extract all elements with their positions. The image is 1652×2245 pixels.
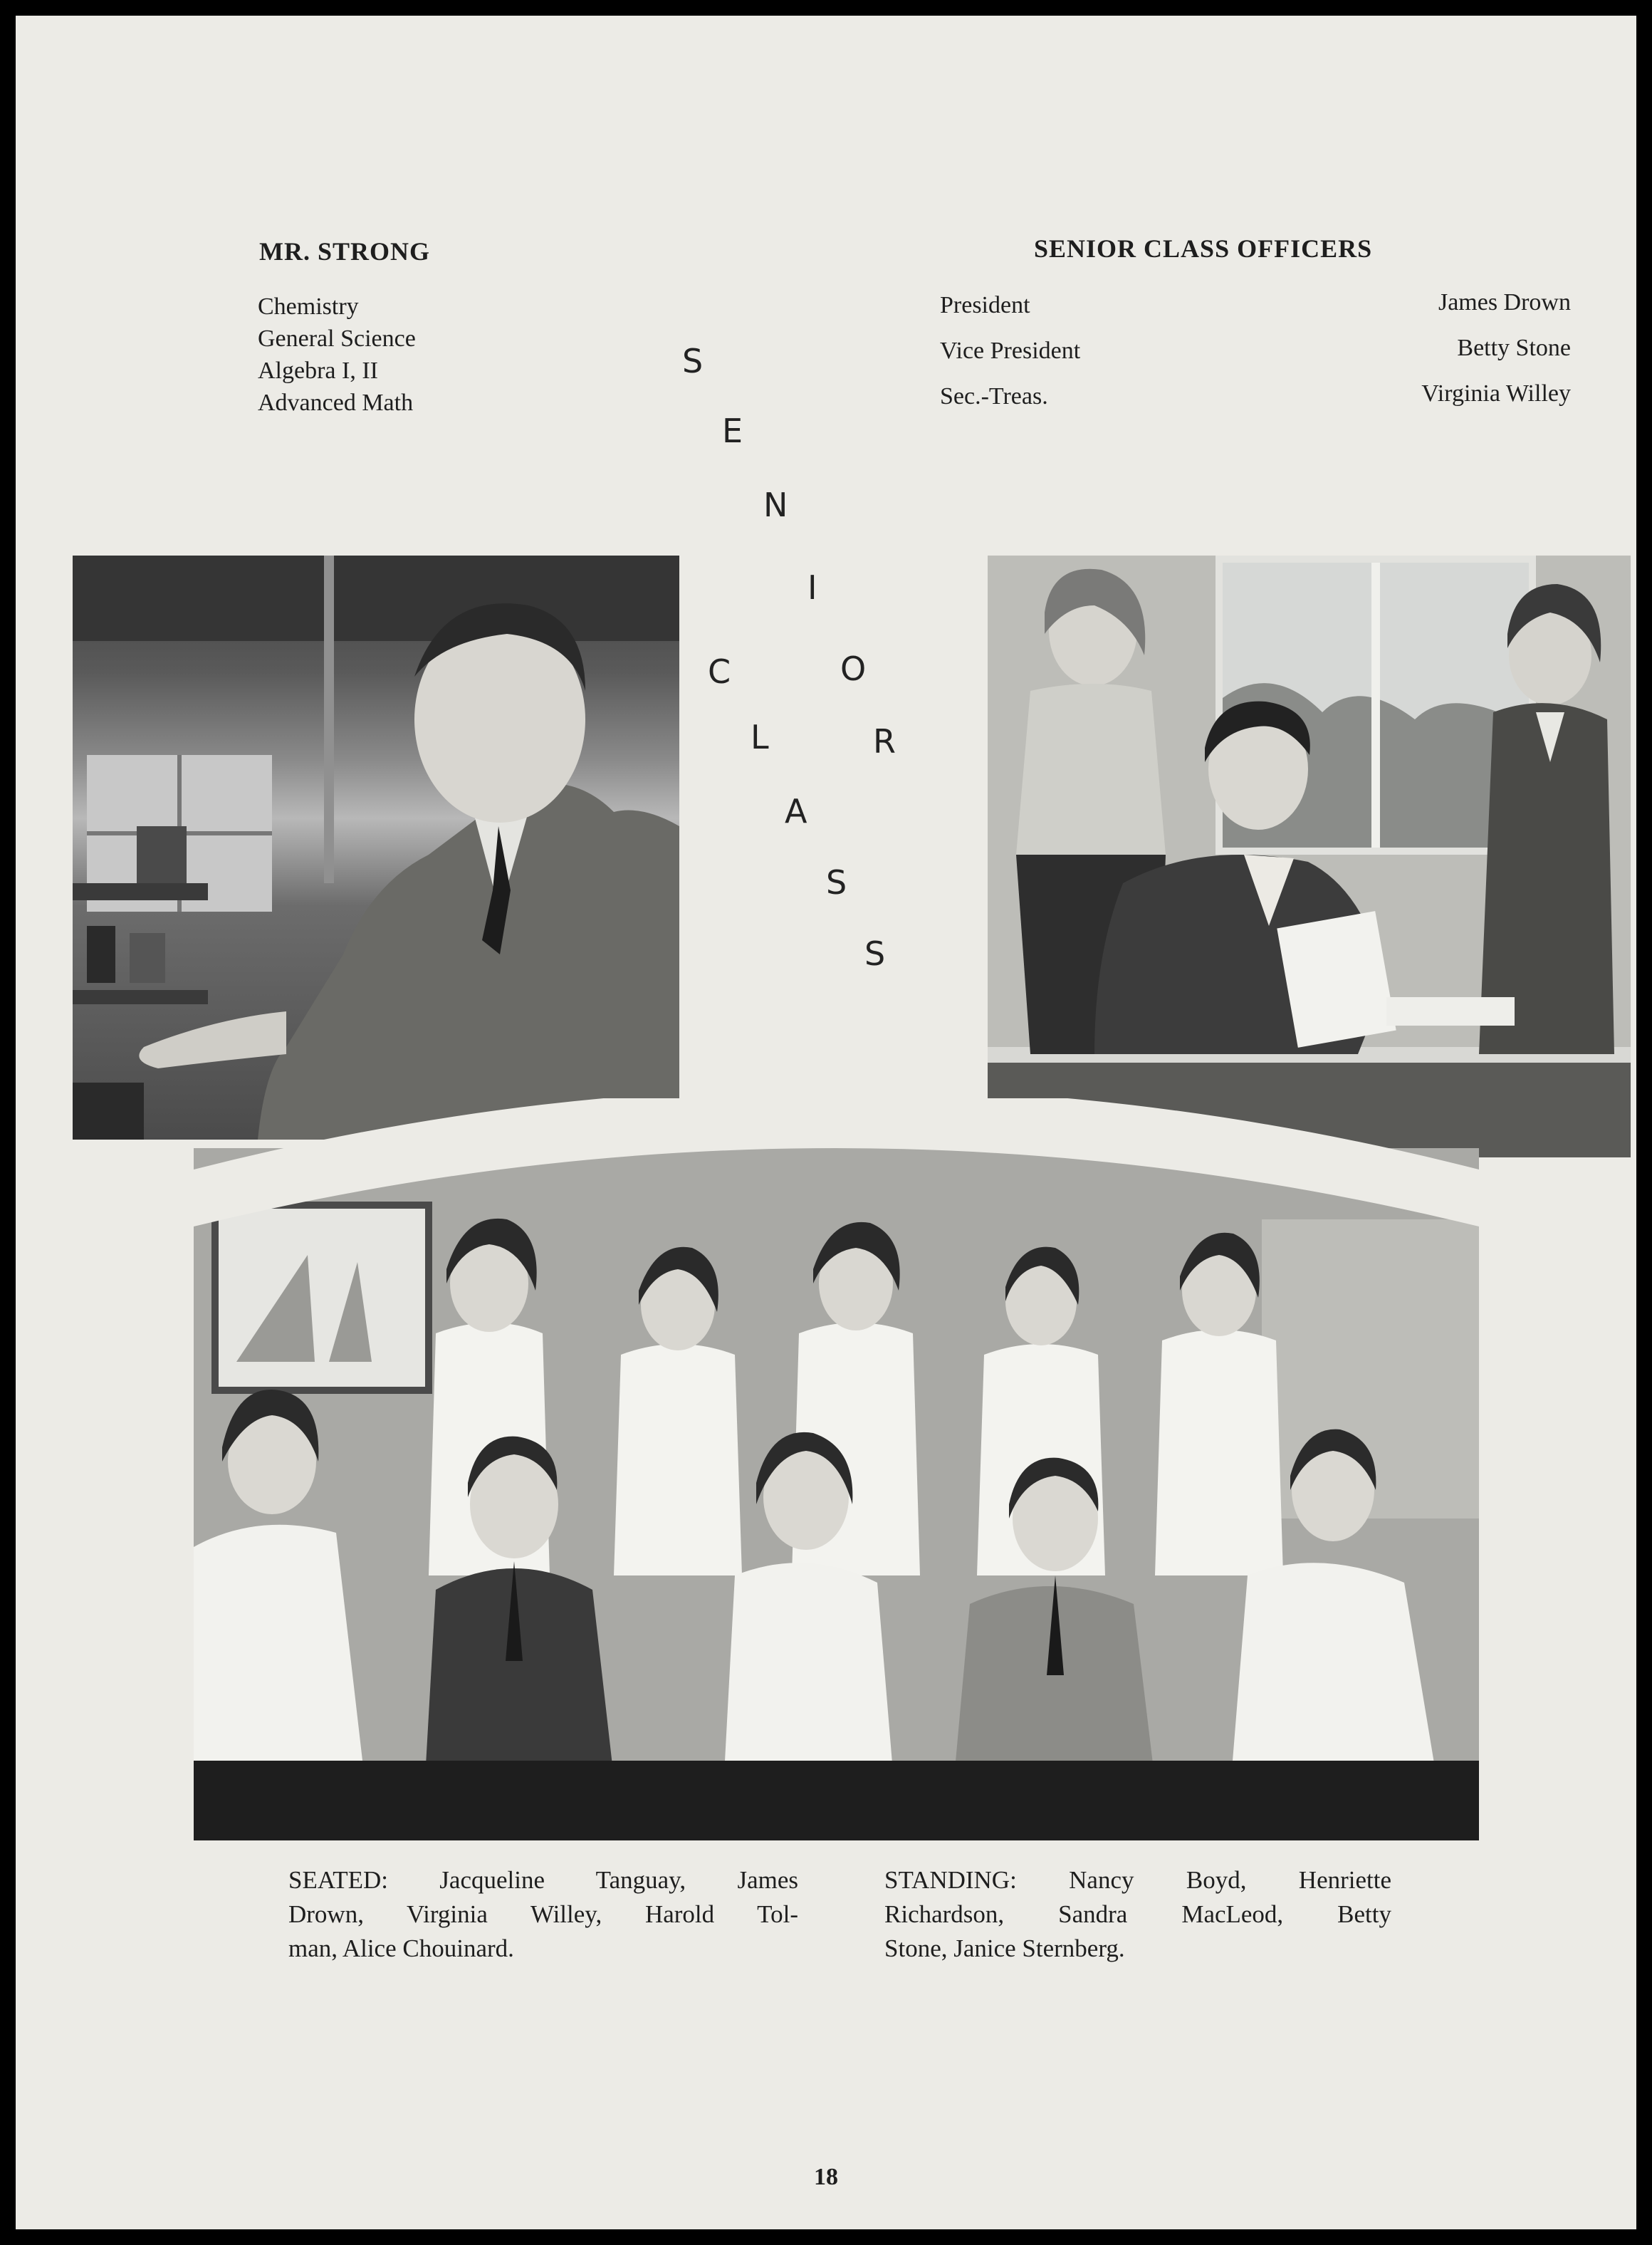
officer-title-president: President — [940, 292, 1030, 318]
caption-standing — [884, 1863, 1391, 1966]
caption-seated-line: Drown, Virginia Willey, Harold Tol- — [288, 1900, 798, 1928]
title-letter: A — [785, 792, 807, 830]
title-letter: N — [763, 486, 788, 524]
title-letter: O — [840, 650, 867, 688]
title-letter: I — [807, 568, 817, 607]
photo-divider-curve — [16, 1098, 1636, 1226]
officer-title-sec-treas: Sec.-Treas. — [940, 383, 1048, 410]
caption-seated — [288, 1863, 798, 1966]
officers-photo-illustration — [988, 556, 1631, 1157]
officers-photo — [988, 556, 1631, 1157]
teacher-subjects — [258, 291, 416, 419]
subject-item: Chemistry — [258, 293, 359, 320]
senior-class-group-photo — [194, 1148, 1479, 1840]
title-letter: E — [722, 412, 743, 450]
yearbook-page — [16, 16, 1636, 2229]
officer-title-vice-president: Vice President — [940, 338, 1081, 364]
title-letter: R — [873, 722, 896, 761]
caption-standing-line: STANDING: Nancy Boyd, Henriette — [884, 1866, 1391, 1894]
group-photo-illustration — [194, 1148, 1479, 1840]
teacher-photo — [73, 556, 679, 1140]
caption-standing-line: Richardson, Sandra MacLeod, Betty — [884, 1900, 1391, 1928]
officer-name-president: James Drown — [1438, 289, 1571, 316]
officer-name-vice-president: Betty Stone — [1457, 335, 1571, 361]
title-letter: L — [751, 718, 769, 756]
subject-item: Advanced Math — [258, 390, 414, 416]
officers-heading: SENIOR CLASS OFFICERS — [1034, 234, 1373, 263]
caption-seated-line: SEATED: Jacqueline Tanguay, James — [288, 1866, 798, 1894]
caption-standing-line: Stone, Janice Sternberg. — [884, 1934, 1125, 1962]
title-letter: S — [826, 863, 847, 902]
teacher-name: MR. STRONG — [259, 237, 431, 266]
officer-name-sec-treas: Virginia Willey — [1421, 380, 1571, 407]
caption-seated-line: man, Alice Chouinard. — [288, 1934, 514, 1962]
page-number: 18 — [814, 2164, 838, 2190]
title-letter: S — [864, 934, 886, 973]
title-letter: S — [682, 342, 704, 380]
title-letter: C — [708, 652, 731, 691]
subject-item: General Science — [258, 325, 416, 352]
teacher-photo-illustration — [73, 556, 679, 1140]
subject-item: Algebra I, II — [258, 358, 378, 384]
